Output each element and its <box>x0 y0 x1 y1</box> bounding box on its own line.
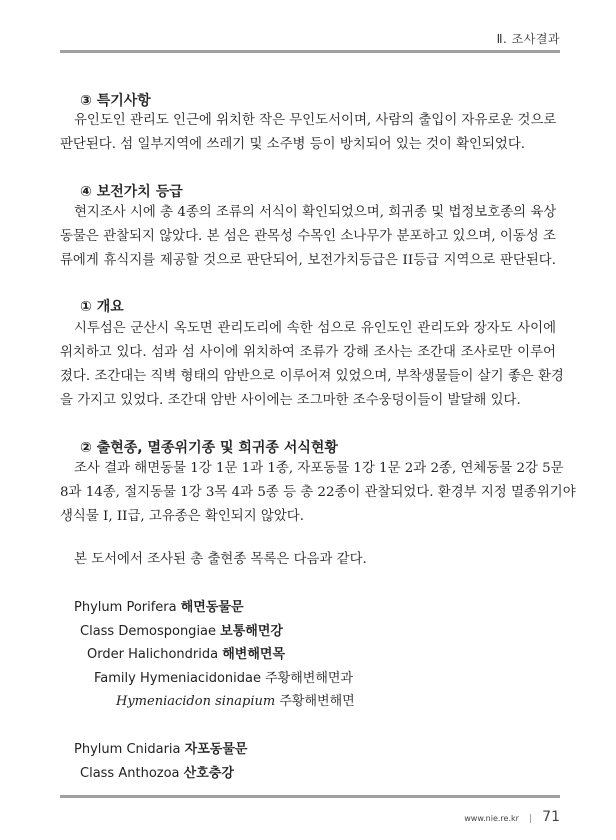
taxon-rank: Class <box>80 624 115 639</box>
taxon-korean: 주황해변해면과 <box>265 671 354 686</box>
species-status-paragraph <box>60 457 576 529</box>
taxon-latin: Hymeniacidon sinapium <box>116 694 276 709</box>
taxon-latin: Cnidaria <box>126 742 181 757</box>
footer-rule <box>60 795 560 798</box>
taxon-phylum-cnidaria <box>74 738 247 757</box>
taxon-latin: Halichondrida <box>128 647 219 662</box>
taxon-rank: Class <box>80 766 115 781</box>
taxon-rank: Order <box>87 647 124 662</box>
text-line: 졌다. 조간대는 직벽 형태의 암반으로 이루어져 있었으며, 부착생물들이 살기 좋은 환경 <box>60 369 564 384</box>
text-line: 시투섬은 군산시 옥도면 관리도리에 속한 섬으로 유인도인 관리도와 장자도 사이에 <box>74 321 556 336</box>
footer-separator: | <box>529 814 533 824</box>
taxon-rank: Phylum <box>74 742 123 757</box>
text-line: 조사 결과 해면동물 1강 1문 1과 1종, 자포동물 1강 1문 2과 2종, 연체동물 2강 5문 <box>74 461 564 476</box>
section-heading-species-status: ② 출현종, 멸종위기종 및 희귀종 서식현황 <box>80 440 338 456</box>
footer-url: www.nie.re.kr <box>464 814 519 823</box>
text-line: 동물은 관찰되지 않았다. 본 섬은 관목성 수목인 소나무가 분포하고 있으며, 이동성 조 <box>60 229 556 244</box>
text-line: 생식물 Ⅰ, II급, 고유종은 확인되지 않았다. <box>60 509 304 524</box>
header-rule <box>60 50 560 53</box>
taxon-korean: 보통해면강 <box>220 624 283 639</box>
taxon-latin: Anthozoa <box>118 766 180 781</box>
running-head: Ⅱ. 조사결과 <box>496 32 560 46</box>
section-heading-conservation-grade: ④ 보전가치 등급 <box>80 184 183 200</box>
taxon-latin: Porifera <box>126 600 177 615</box>
taxon-class-demospongiae <box>80 620 283 639</box>
taxon-phylum-porifera <box>74 596 244 615</box>
taxon-rank: Phylum <box>74 600 123 615</box>
text-line: 현지조사 시에 총 4종의 조류의 서식이 확인되었으며, 희귀종 및 법정보호종의 육상 <box>74 205 557 220</box>
page-footer <box>400 806 560 825</box>
taxon-latin: Demospongiae <box>118 624 217 639</box>
taxon-latin: Hymeniacidonidae <box>139 671 261 686</box>
taxon-korean: 주황해변해면 <box>279 694 355 709</box>
text-line: 판단된다. 섬 일부지역에 쓰레기 및 소주병 등이 방치되어 있는 것이 확인되었다. <box>60 137 526 152</box>
conservation-grade-paragraph <box>60 201 556 273</box>
text-line: 류에게 휴식지를 제공할 것으로 판단되어, 보전가치등급은 II등급 지역으로 판단된다. <box>60 253 556 268</box>
taxon-korean: 해변해면목 <box>222 647 286 662</box>
section-heading-overview: ① 개요 <box>80 299 124 315</box>
page-number: 71 <box>542 809 560 825</box>
overview-paragraph <box>60 317 564 413</box>
text-line: 을 가지고 있었다. 조간대 암반 사이에는 조그마한 조수웅덩이들이 발달해 있다. <box>60 393 521 408</box>
special-notes-paragraph <box>60 109 556 157</box>
taxon-korean: 자포동물문 <box>184 742 248 757</box>
species-list-intro: 본 도서에서 조사된 총 출현종 목록은 다음과 같다. <box>74 552 367 567</box>
text-line: 위치하고 있다. 섬과 섬 사이에 위치하여 조류가 강해 조사는 조간대 조사로만 이루어 <box>60 345 556 360</box>
taxon-class-anthozoa <box>80 762 234 781</box>
taxon-family-hymeniacidonidae <box>94 667 353 686</box>
taxon-korean: 해면동물문 <box>180 600 244 615</box>
taxon-korean: 산호충강 <box>183 766 234 781</box>
section-heading-special-notes: ③ 특기사항 <box>80 93 151 109</box>
taxon-species-hymeniacidon-sinapium <box>116 690 355 709</box>
taxon-rank: Family <box>94 671 136 686</box>
text-line: 유인도인 관리도 인근에 위치한 작은 무인도서이며, 사람의 출입이 자유로운 것으로 <box>74 113 557 128</box>
taxon-order-halichondrida <box>87 643 285 662</box>
text-line: 8과 14종, 절지동물 1강 3목 4과 5종 등 총 22종이 관찰되었다. 환경부 지정 멸종위기야 <box>60 485 576 500</box>
